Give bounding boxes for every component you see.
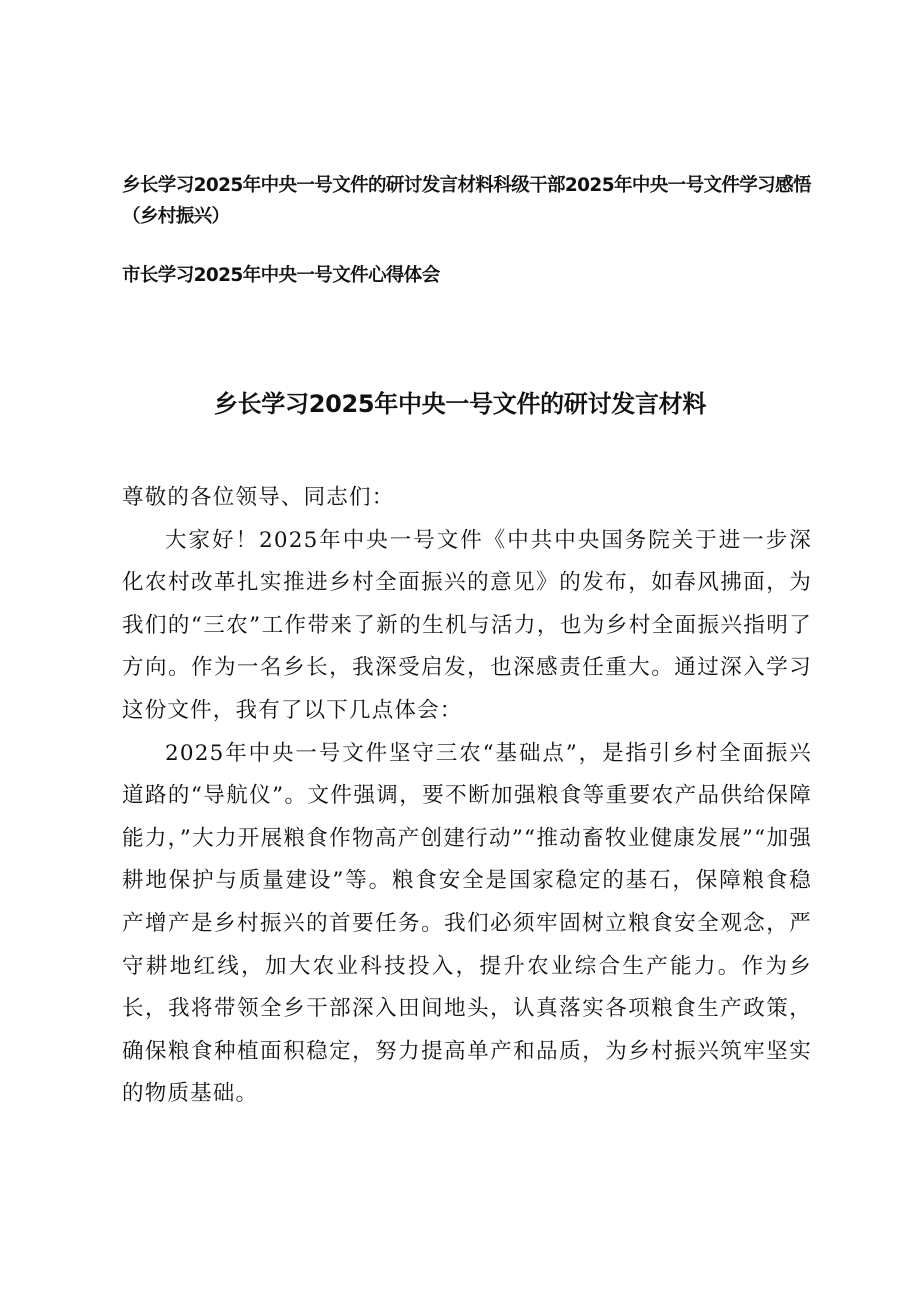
table-of-contents	[122, 170, 812, 291]
toc-item-2: 市长学习2025年中央一号文件心得体会	[122, 265, 440, 286]
salutation: 尊敬的各位领导、同志们：	[122, 485, 395, 510]
paragraph-1: 大家好！2025年中央一号文件《中共中央国务院关于进一步深化农村改革扎实推进乡村全面振兴的意见》的发布，如春风拂面，为我们的“三农”工作带来了新的生机与活力，也为乡村全面振兴指明了方向。作为一名乡长，我深受启发，也深感责任重大。通过深入学习这份文件，我有了以下几点体会：	[122, 527, 812, 723]
document-body	[122, 477, 812, 1116]
paragraph-2: 2025年中央一号文件坚守三农“基础点”，是指引乡村全面振兴道路的“导航仪”。文件强调，要不断加强粮食等重要农产品供给保障能力，”大力开展粮食作物高产创建行动”“推动畜牧业健康发展”“加强耕地保护与质量建设”等。粮食安全是国家稳定的基石，保障粮食稳产增产是乡村振兴的首要任务。我们必须牢固树立粮食安全观念，严守耕地红线，加大农业科技投入，提升农业综合生产能力。作为乡长，我将带领全乡干部深入田间地头，认真落实各项粮食生产政策，确保粮食种植面积稳定，努力提高单产和品质，为乡村振兴筑牢坚实的物质基础。	[122, 740, 812, 1107]
toc-item-1: 乡长学习2025年中央一号文件的研讨发言材料科级干部2025年中央一号文件学习感悟（乡村振兴）	[122, 175, 811, 227]
document-title: 乡长学习2025年中央一号文件的研讨发言材料	[213, 390, 707, 418]
